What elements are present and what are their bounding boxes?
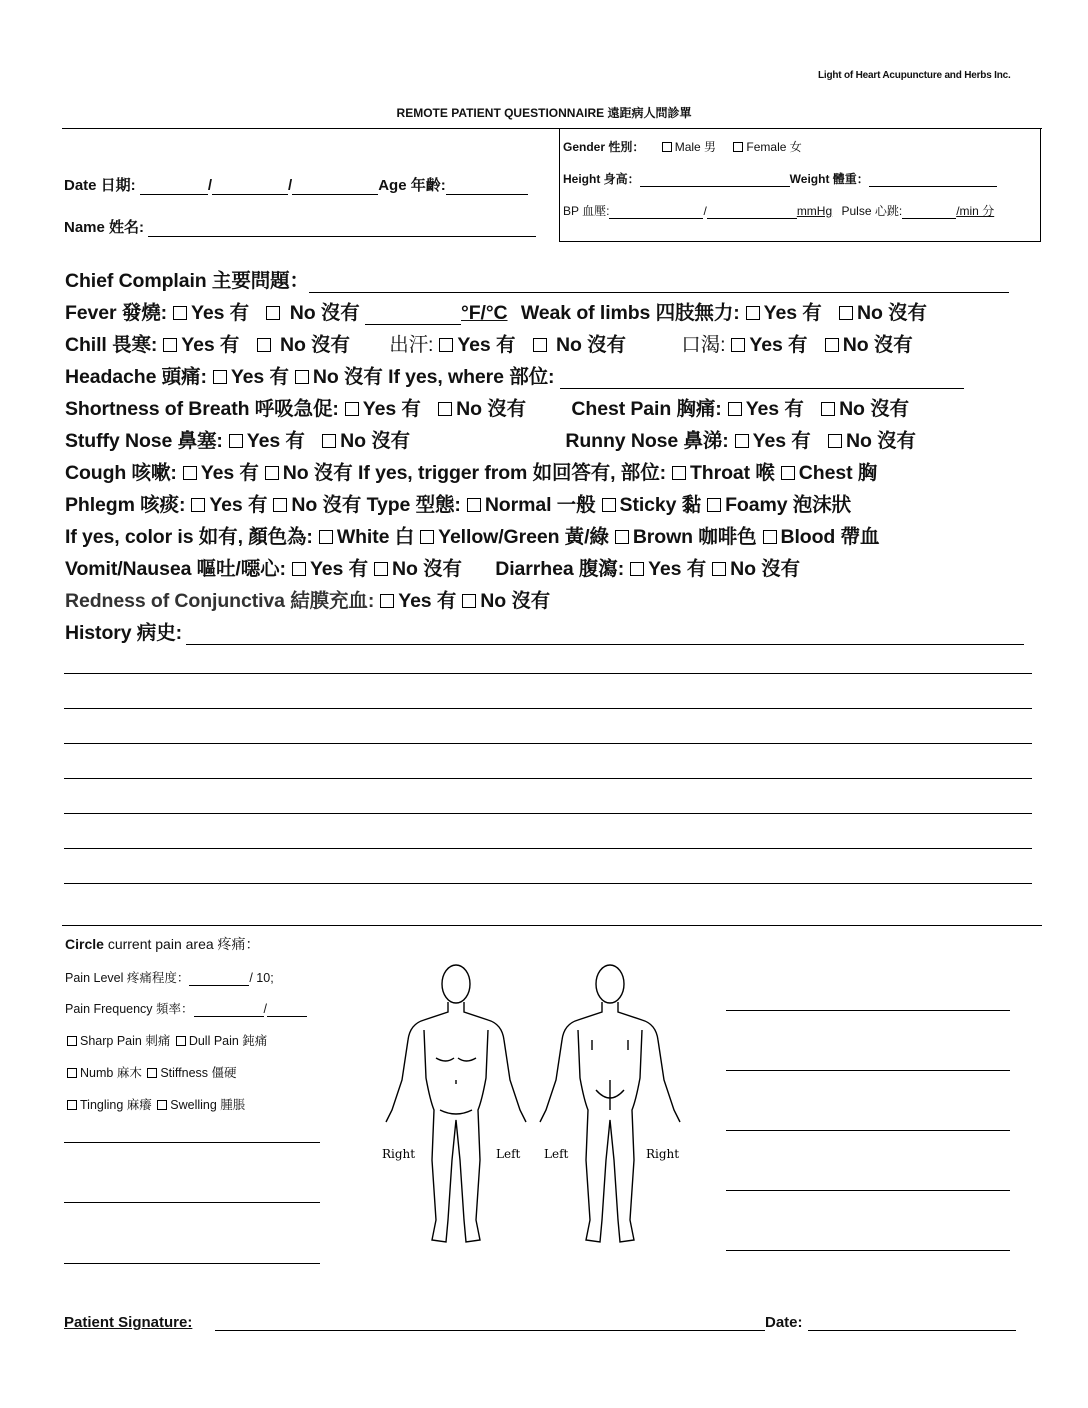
history-row: History 病史: [65, 617, 1024, 645]
headache-location-field[interactable] [560, 370, 964, 389]
pain-frequency-row: Pain Frequency 頻率： / [65, 999, 307, 1017]
bp-diastolic-field[interactable] [707, 205, 797, 219]
yellow-green-checkbox[interactable] [420, 530, 434, 544]
white-checkbox[interactable] [319, 530, 333, 544]
vomit-no-checkbox[interactable] [374, 562, 388, 576]
chief-complain-row: Chief Complain 主要問題： [65, 265, 1009, 293]
front-body-figure[interactable] [386, 965, 526, 1242]
back-left-label: Left [544, 1147, 569, 1161]
date-day-field[interactable] [212, 181, 288, 195]
front-left-label: Left [496, 1147, 521, 1161]
footer-date-label: Date: [765, 1314, 803, 1331]
phlegm-row: Phlegm 咳痰: Yes 有 No 沒有 Type 型態: Normal 一般 Sticky 黏 Foamy 泡沫狀 [65, 494, 851, 516]
brown-checkbox[interactable] [615, 530, 629, 544]
age-field[interactable] [446, 181, 528, 195]
fever-yes-checkbox[interactable] [173, 306, 187, 320]
chill-no-checkbox[interactable] [257, 338, 271, 352]
back-body-figure[interactable] [540, 965, 680, 1242]
name-field[interactable] [148, 223, 536, 237]
female-checkbox[interactable] [733, 142, 743, 152]
pain-note-line[interactable] [64, 1263, 320, 1264]
sharp-pain-checkbox[interactable] [67, 1036, 77, 1046]
history-field[interactable] [186, 626, 1024, 645]
runny-yes-checkbox[interactable] [735, 434, 749, 448]
footer-date-field[interactable] [808, 1330, 1016, 1331]
pain-note-line[interactable] [726, 1190, 1010, 1191]
name-row [64, 216, 536, 237]
pain-note-line[interactable] [64, 1142, 320, 1143]
chill-row: Chill 畏寒: Yes 有 No 沒有 出汗: Yes 有 No 沒有 口渴: Yes 有 No 沒有 [65, 334, 913, 356]
numb-checkbox[interactable] [67, 1068, 77, 1078]
signature-row [64, 1314, 192, 1331]
pain-note-line[interactable] [64, 1202, 320, 1203]
redness-row: Redness of Conjunctiva 結膜充血: Yes 有 No 沒有 [65, 590, 551, 612]
history-line[interactable] [64, 883, 1032, 884]
weight-field[interactable] [869, 173, 997, 187]
blood-checkbox[interactable] [763, 530, 777, 544]
name-label: Name 姓名: [64, 219, 145, 236]
chill-yes-checkbox[interactable] [163, 338, 177, 352]
stuffy-no-checkbox[interactable] [322, 434, 336, 448]
cough-yes-checkbox[interactable] [183, 466, 197, 480]
history-line[interactable] [64, 848, 1032, 849]
age-label: Age 年齡: [378, 177, 446, 194]
front-right-label: Right [382, 1147, 416, 1161]
normal-checkbox[interactable] [467, 498, 481, 512]
date-month-field[interactable] [140, 181, 208, 195]
redness-no-checkbox[interactable] [462, 594, 476, 608]
cough-no-checkbox[interactable] [265, 466, 279, 480]
foamy-checkbox[interactable] [707, 498, 721, 512]
date-row: Date 日期: / / Age 年齡: [64, 174, 528, 195]
bp-systolic-field[interactable] [609, 205, 703, 219]
sob-yes-checkbox[interactable] [345, 402, 359, 416]
height-field[interactable] [640, 173, 790, 187]
stuffy-nose-row: Stuffy Nose 鼻塞: Yes 有 No 沒有 Runny Nose 鼻涕: Yes 有 No 沒有 [65, 430, 916, 452]
sticky-checkbox[interactable] [602, 498, 616, 512]
thirst-yes-checkbox[interactable] [731, 338, 745, 352]
sob-no-checkbox[interactable] [438, 402, 452, 416]
section-divider [62, 925, 1042, 926]
pain-level-row: Pain Level 疼痛程度： / 10; [65, 971, 274, 985]
history-line[interactable] [64, 673, 1032, 674]
tingling-checkbox[interactable] [67, 1100, 77, 1110]
pain-note-line[interactable] [726, 1010, 1010, 1011]
pulse-label: Pulse 心跳: [841, 204, 903, 218]
form-title: REMOTE PATIENT QUESTIONNAIRE 遠距病人問診單 [396, 106, 692, 120]
phlegm-yes-checkbox[interactable] [191, 498, 205, 512]
height-weight-row [563, 170, 997, 187]
pain-note-line[interactable] [726, 1130, 1010, 1131]
phlegm-no-checkbox[interactable] [273, 498, 287, 512]
bp-pulse-row: BP 血壓: / mmHg Pulse 心跳: /min 分 [563, 204, 995, 218]
gender-row: Gender 性別： Male 男 Female 女 [563, 140, 802, 154]
headache-yes-checkbox[interactable] [213, 370, 227, 384]
phlegm-color-row: If yes, color is 如有, 顏色為: White 白 Yellow/Green 黃/綠 Brown 咖啡色 Blood 帶血 [65, 526, 880, 548]
runny-no-checkbox[interactable] [828, 434, 842, 448]
chest-pain-no-checkbox[interactable] [821, 402, 835, 416]
history-line[interactable] [64, 813, 1032, 814]
chest-checkbox[interactable] [781, 466, 795, 480]
pain-level-field[interactable] [189, 972, 249, 986]
temperature-field[interactable] [365, 306, 461, 325]
body-diagram[interactable] [378, 960, 690, 1260]
weak-no-checkbox[interactable] [839, 306, 853, 320]
pain-type-row-1: Sharp Pain 刺痛 Dull Pain 鈍痛 [65, 1031, 267, 1049]
sweat-no-checkbox[interactable] [533, 338, 547, 352]
date-year-field[interactable] [292, 181, 378, 195]
back-right-label: Right [646, 1147, 680, 1161]
weak-yes-checkbox[interactable] [746, 306, 760, 320]
throat-checkbox[interactable] [672, 466, 686, 480]
sweat-yes-checkbox[interactable] [439, 338, 453, 352]
fever-row: Fever 發燒: Yes 有 No 沒有 °F/°C Weak of limbs 四肢無力: Yes 有 No 沒有 [65, 302, 927, 324]
signature-field[interactable] [215, 1330, 765, 1331]
chief-complain-field[interactable] [309, 274, 1009, 293]
chest-pain-yes-checkbox[interactable] [728, 402, 742, 416]
pain-type-row-2: Numb 麻木 Stiffness 僵硬 [65, 1063, 237, 1081]
cough-row: Cough 咳嗽: Yes 有 No 沒有 If yes, trigger from 如回答有, 部位: Throat 喉 Chest 胸 [65, 462, 878, 484]
pain-frequency-period-field[interactable] [267, 1003, 307, 1017]
shortness-breath-row: Shortness of Breath 呼吸急促: Yes 有 No 沒有 Chest Pain 胸痛: Yes 有 No 沒有 [65, 398, 909, 420]
thirst-no-checkbox[interactable] [825, 338, 839, 352]
redness-yes-checkbox[interactable] [380, 594, 394, 608]
pain-note-line[interactable] [726, 1250, 1010, 1251]
diarrhea-no-checkbox[interactable] [712, 562, 726, 576]
male-checkbox[interactable] [662, 142, 672, 152]
height-label: Height 身高： [563, 172, 640, 186]
diarrhea-yes-checkbox[interactable] [630, 562, 644, 576]
gender-label: Gender 性別： [563, 140, 645, 154]
company-name: Light of Heart Acupuncture and Herbs Inc. [818, 70, 1011, 81]
dull-pain-checkbox[interactable] [176, 1036, 186, 1046]
weight-label: Weight 體重： [789, 172, 869, 186]
history-line[interactable] [64, 778, 1032, 779]
date-label: Date 日期: [64, 177, 136, 194]
headache-row: Headache 頭痛: Yes 有 No 沒有 If yes, where 部位: [65, 361, 964, 389]
headache-no-checkbox[interactable] [295, 370, 309, 384]
vomit-row: Vomit/Nausea 嘔吐/噁心: Yes 有 No 沒有 Diarrhea 腹瀉: Yes 有 No 沒有 [65, 558, 801, 580]
pain-type-row-3: Tingling 麻癢 Swelling 腫脹 [65, 1095, 245, 1113]
pulse-field[interactable] [902, 205, 956, 219]
swelling-checkbox[interactable] [157, 1100, 167, 1110]
pain-note-line[interactable] [726, 1070, 1010, 1071]
vomit-yes-checkbox[interactable] [292, 562, 306, 576]
bp-label: BP 血壓: [563, 204, 610, 218]
pain-frequency-field[interactable] [194, 1003, 264, 1017]
history-line[interactable] [64, 743, 1032, 744]
circle-pain-heading: Circle current pain area 疼痛： [65, 936, 260, 952]
stuffy-yes-checkbox[interactable] [229, 434, 243, 448]
stiffness-checkbox[interactable] [147, 1068, 157, 1078]
fever-no-checkbox[interactable] [266, 306, 280, 320]
signature-label: Patient Signature: [64, 1314, 193, 1331]
history-line[interactable] [64, 708, 1032, 709]
